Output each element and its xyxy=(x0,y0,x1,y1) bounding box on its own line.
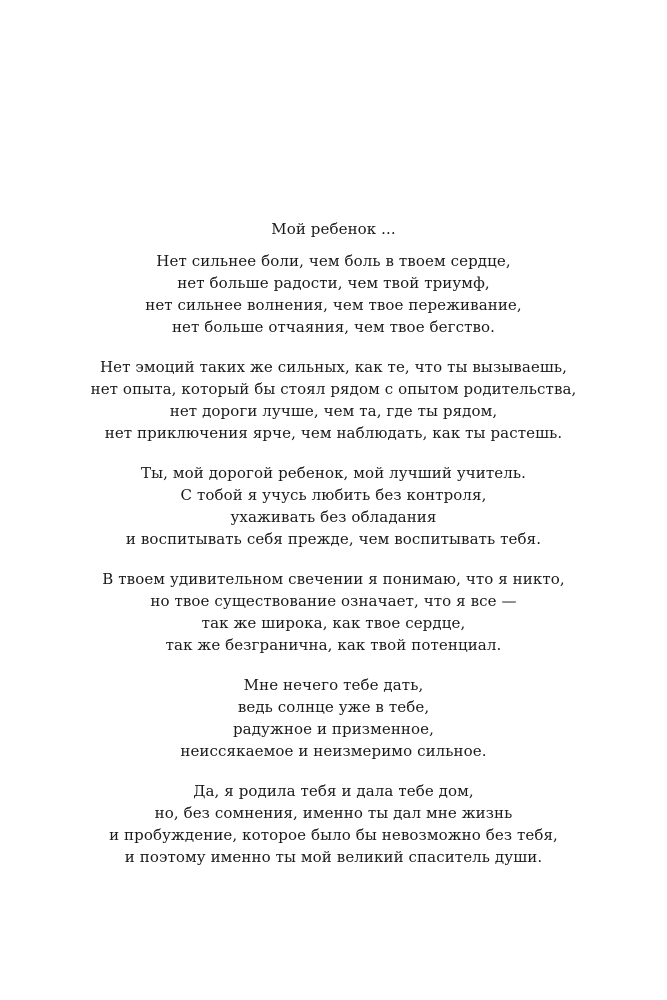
poem-line: и пробуждение, которое было бы невозможно без тебя, xyxy=(109,826,558,844)
poem-line: радужное и призменное, xyxy=(232,720,435,738)
poem-line: так же безгранична, как твой потенциал. xyxy=(165,636,502,654)
poem-line: и воспитывать себя прежде, чем воспитывать тебя. xyxy=(125,530,542,548)
poem-line: нет дороги лучше, чем та, где ты рядом, xyxy=(169,402,498,420)
stanza-4 xyxy=(0,568,667,656)
poem-line: нет больше отчаяния, чем твое бегство. xyxy=(171,318,496,336)
poem-line: С тобой я учусь любить без контроля, xyxy=(180,486,487,504)
poem-line: ведь солнце уже в тебе, xyxy=(237,698,430,716)
poem-line: Мне нечего тебе дать, xyxy=(243,676,424,694)
poem-line: неиссякаемое и неизмеримо сильное. xyxy=(180,742,487,760)
poem-line: но, без сомнения, именно ты дал мне жизнь xyxy=(154,804,513,822)
stanza-5 xyxy=(0,674,667,762)
poem-line: ухаживать без обладания xyxy=(230,508,437,526)
poem-line: Да, я родила тебя и дала тебе дом, xyxy=(193,782,474,800)
poem-title: Мой ребенок ... xyxy=(271,220,396,238)
poem-line: и поэтому именно ты мой великий спаситель души. xyxy=(124,848,543,866)
poem-line: Нет сильнее боли, чем боль в твоем сердце, xyxy=(156,252,511,270)
poem-line: нет больше радости, чем твой триумф, xyxy=(177,274,490,292)
poem-line: В твоем удивительном свечении я понимаю, что я никто, xyxy=(102,570,565,588)
poem-line: Ты, мой дорогой ребенок, мой лучший учитель. xyxy=(140,464,527,482)
stanza-3 xyxy=(0,462,667,550)
stanza-1 xyxy=(0,250,667,338)
poem-line: так же широка, как твое сердце, xyxy=(201,614,466,632)
poem-line: Нет эмоций таких же сильных, как те, что ты вызываешь, xyxy=(99,358,568,376)
poem-line: нет опыта, который бы стоял рядом с опытом родительства, xyxy=(90,380,577,398)
stanza-2 xyxy=(0,356,667,444)
stanza-6 xyxy=(0,780,667,868)
poem-line: нет приключения ярче, чем наблюдать, как ты растешь. xyxy=(104,424,563,442)
poem xyxy=(0,218,667,886)
poem-line: нет сильнее волнения, чем твое переживание, xyxy=(145,296,522,314)
poem-line: но твое существование означает, что я все — xyxy=(150,592,517,610)
